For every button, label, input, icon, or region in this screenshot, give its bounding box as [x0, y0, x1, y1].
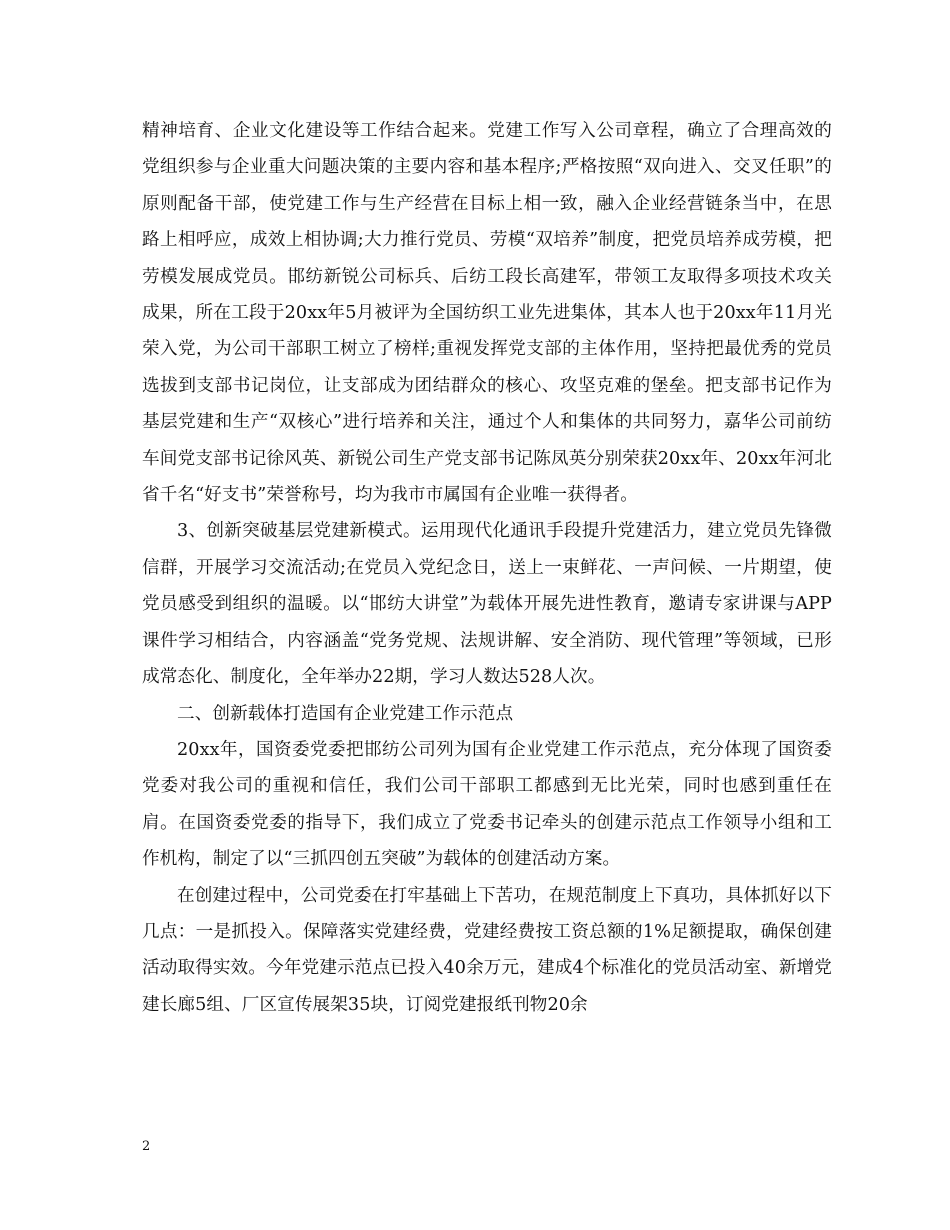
section-heading: 二、创新载体打造国有企业党建工作示范点 — [177, 703, 514, 724]
page-number: 2 — [142, 1139, 151, 1154]
paragraph-1: 精神培育、企业文化建设等工作结合起来。党建工作写入公司章程，确立了合理高效的党组织参与企业重大问题决策的主要内容和基本程序;严格按照“双向进入、交叉任职”的原则配备干部，使党建工作与生产经营在目标上相一致，融入企业经营链条当中，在思路上相呼应，成效上相协调;大力推行党员、劳模“双培养”制度，把党员培养成劳模，把劳模发展成党员。邯纺新锐公司标兵、后纺工段长高建军，带领工友取得多项技术攻关成果，所在工段于20xx年5月被评为全国纺织工业先进集体，其本人也于20xx年11月光荣入党，为公司干部职工树立了榜样;重视发挥党支部的主体作用，坚持把最优秀的党员选拔到支部书记岗位，让支部成为团结群众的核心、攻坚克难的堡垒。把支部书记作为基层党建和生产“双核心”进行培养和关注，通过个人和集体的共同努力，嘉华公司前纺车间党支部书记徐风英、新锐公司生产党支部书记陈凤英分别荣获20xx年、20xx年河北省千名“好支书”荣誉称号，均为我市市属国有企业唯一获得者。 — [142, 121, 832, 506]
paragraph-3: 20xx年，国资委党委把邯纺公司列为国有企业党建工作示范点，充分体现了国资委党委对我公司的重视和信任，我们公司干部职工都感到无比光荣，同时也感到重任在肩。在国资委党委的指导下，我们成立了党委书记牵头的创建示范点工作领导小组和工作机构，制定了以“三抓四创五突破”为载体的创建活动方案。 — [142, 739, 832, 870]
paragraph-2: 3、创新突破基层党建新模式。运用现代化通讯手段提升党建活力，建立党员先锋微信群，开展学习交流活动;在党员入党纪念日，送上一束鲜花、一声问候、一片期望，使党员感受到组织的温暖。以“邯纺大讲堂”为载体开展先进性教育，邀请专家讲课与APP课件学习相结合，内容涵盖“党务党规、法规讲解、安全消防、现代管理”等领域，已形成常态化、制度化，全年举办22期，学习人数达528人次。 — [142, 521, 832, 688]
document-body — [142, 113, 832, 1023]
paragraph-4: 在创建过程中，公司党委在打牢基础上下苦功，在规范制度上下真功，具体抓好以下几点：一是抓投入。保障落实党建经费，党建经费按工资总额的1%足额提取，确保创建活动取得实效。今年党建示范点已投入40余万元，建成4个标准化的党员活动室、新增党建长廊5组、厂区宣传展架35块，订阅党建报纸刊物20余 — [142, 885, 832, 1015]
